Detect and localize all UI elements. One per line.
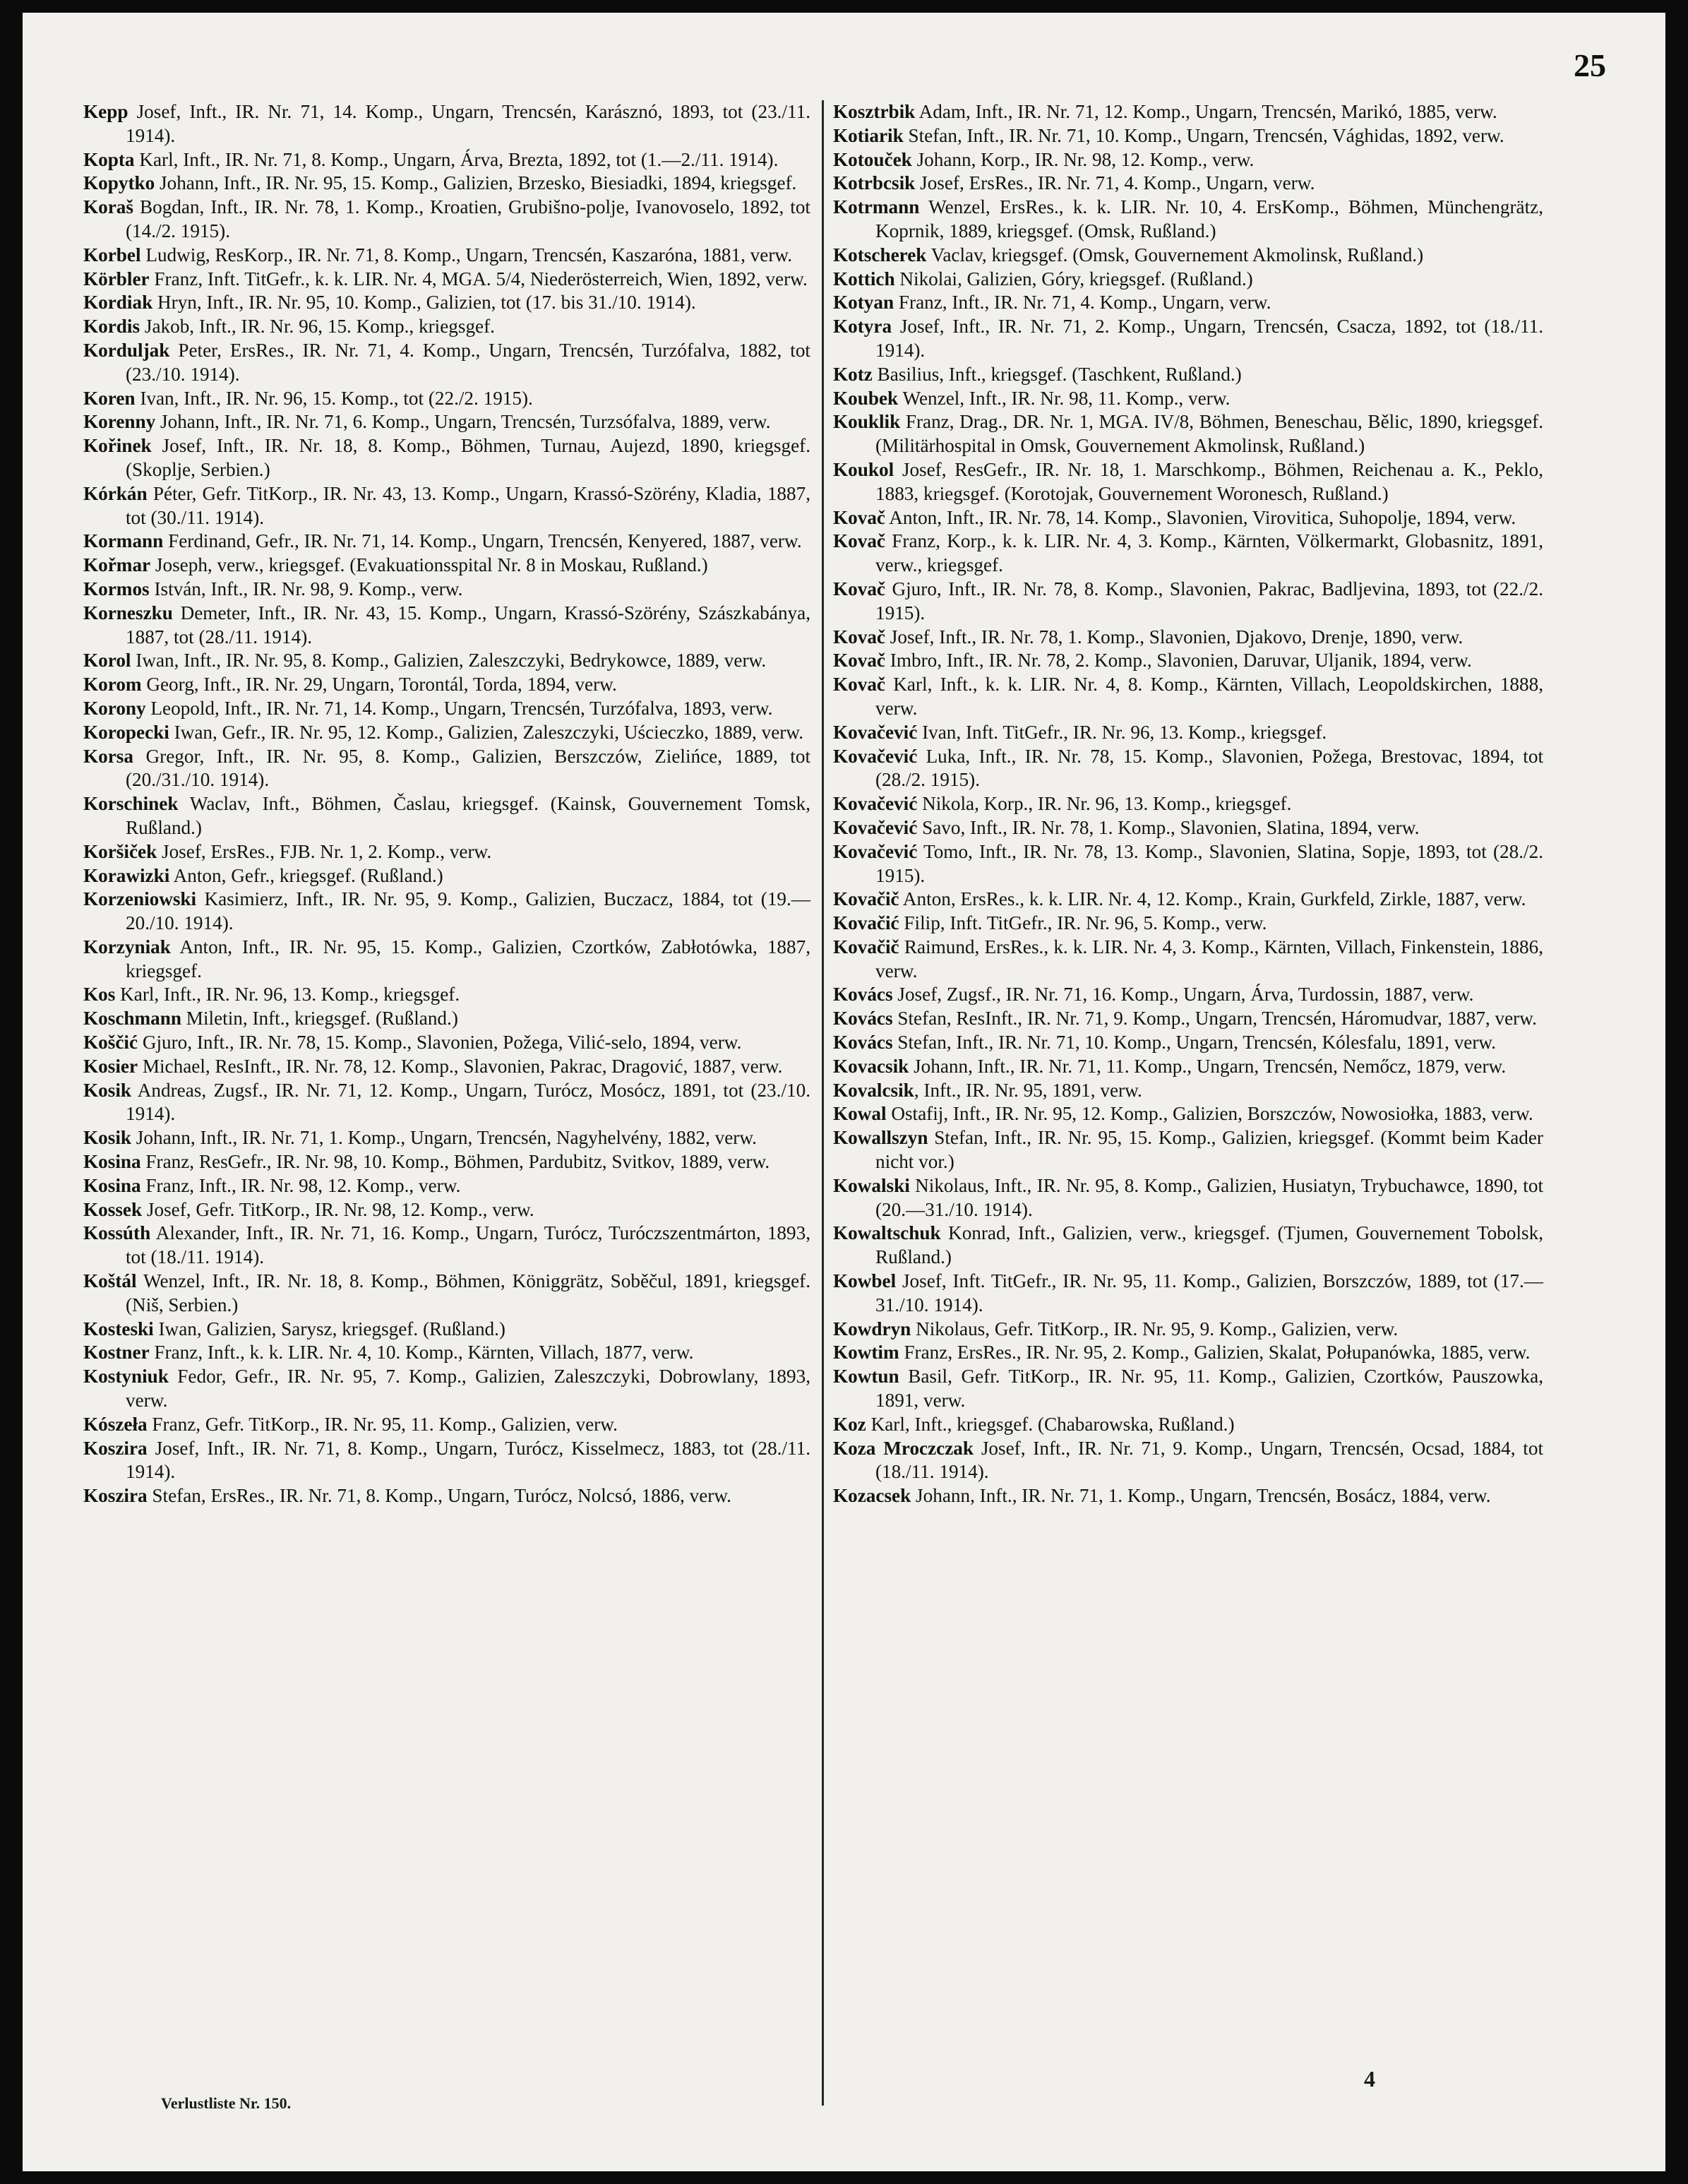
entry-details: Karl, Inft., kriegsgef. (Chabarowska, Rußland.) <box>866 1413 1235 1435</box>
casualty-entry <box>83 1318 810 1342</box>
left-column <box>83 100 810 1508</box>
casualty-entry <box>83 315 810 339</box>
entry-details: Vaclav, kriegsgef. (Omsk, Gouvernement Akmolinsk, Rußland.) <box>926 244 1424 265</box>
entry-details: Fedor, Gefr., IR. Nr. 95, 7. Komp., Galizien, Zaleszczyki, Dobrowlany, 1893, verw. <box>126 1366 810 1412</box>
entry-details: Josef, Gefr. TitKorp., IR. Nr. 98, 12. Komp., verw. <box>142 1198 534 1220</box>
entry-details: Joseph, verw., kriegsgef. (Evakuationsspital Nr. 8 in Moskau, Rußland.) <box>150 554 708 576</box>
entry-details: Ludwig, ResKorp., IR. Nr. 71, 8. Komp., Ungarn, Trencsén, Kaszaróna, 1881, verw. <box>140 244 793 265</box>
entry-surname: Kowdryn <box>833 1318 911 1339</box>
entry-surname: Kowtun <box>833 1366 899 1388</box>
casualty-entry <box>833 196 1543 244</box>
casualty-entry <box>83 1365 810 1413</box>
casualty-entry <box>83 1174 810 1198</box>
entry-surname: Kouklik <box>833 411 901 433</box>
entry-surname: Kovács <box>833 1008 893 1030</box>
entry-surname: Kowallszyn <box>833 1127 928 1149</box>
entry-surname: Koszira <box>83 1437 148 1459</box>
entry-surname: Kosteski <box>83 1318 154 1339</box>
entry-surname: Kovačić <box>833 912 899 934</box>
entry-surname: Kottich <box>833 268 895 290</box>
casualty-entry <box>83 1413 810 1437</box>
entry-details: Miletin, Inft., kriegsgef. (Rußland.) <box>181 1008 458 1030</box>
casualty-entry <box>83 148 810 172</box>
column-divider <box>822 100 824 2106</box>
entry-details: Johann, Inft., IR. Nr. 71, 1. Komp., Ungarn, Trencsén, Nagyhelvény, 1882, verw. <box>131 1127 757 1149</box>
entry-surname: Kotrmann <box>833 196 920 218</box>
entry-details: Nikola, Korp., IR. Nr. 96, 13. Komp., kriegsgef. <box>917 793 1292 815</box>
casualty-entry <box>83 888 810 936</box>
entry-details: Alexander, Inft., IR. Nr. 71, 16. Komp., Ungarn, Turócz, Turóczszentmárton, 1893, tot (18./11. 1914). <box>126 1222 810 1268</box>
entry-details: Josef, Inft., IR. Nr. 71, 14. Komp., Ungarn, Trencsén, Karásznó, 1893, tot (23./11. 1914). <box>126 101 810 146</box>
entry-details: Waclav, Inft., Böhmen, Časlau, kriegsgef. (Kainsk, Gouvernement Tomsk, Rußland.) <box>126 793 810 838</box>
entry-surname: Kozacsek <box>833 1485 911 1507</box>
casualty-entry <box>833 1055 1543 1079</box>
entry-surname: Koren <box>83 387 136 409</box>
casualty-entry <box>83 291 810 315</box>
entry-surname: Kepp <box>83 101 128 122</box>
entry-surname: Korom <box>83 674 142 696</box>
entry-details: Anton, ErsRes., k. k. LIR. Nr. 4, 12. Komp., Krain, Gurkfeld, Zirkle, 1887, verw. <box>899 888 1526 910</box>
entry-surname: Kórkán <box>83 482 148 504</box>
casualty-entry <box>833 291 1543 315</box>
entry-details: Josef, ResGefr., IR. Nr. 18, 1. Marschkomp., Böhmen, Reichenau a. K., Peklo, 1883, kriegsgef. (Korotojak, Gouvernement Woronesch, Rußland.) <box>875 458 1543 504</box>
entry-surname: Korenny <box>83 411 156 433</box>
entry-details: , Inft., IR. Nr. 95, 1891, verw. <box>914 1079 1142 1101</box>
entry-surname: Kovač <box>833 530 885 552</box>
entry-surname: Kovačič <box>833 888 899 910</box>
entry-details: Josef, Zugsf., IR. Nr. 71, 16. Komp., Ungarn, Árva, Turdossin, 1887, verw. <box>892 984 1474 1006</box>
casualty-entry <box>833 1413 1543 1437</box>
casualty-entry <box>83 554 810 578</box>
casualty-entry <box>833 1174 1543 1222</box>
casualty-entry <box>83 410 810 434</box>
entry-details: Raimund, ErsRes., k. k. LIR. Nr. 4, 3. Komp., Kärnten, Villach, Finkenstein, 1886, verw. <box>875 936 1543 981</box>
entry-details: Ferdinand, Gefr., IR. Nr. 71, 14. Komp., Ungarn, Trencsén, Kenyered, 1887, verw. <box>163 530 802 552</box>
casualty-entry <box>83 649 810 673</box>
entry-surname: Kopta <box>83 148 135 170</box>
casualty-entry <box>83 792 810 840</box>
entry-details: Josef, Inft., IR. Nr. 71, 8. Komp., Ungarn, Turócz, Kisselmecz, 1883, tot (28./11. 1914). <box>126 1437 810 1483</box>
entry-surname: Kopytko <box>83 172 155 194</box>
entry-details: Karl, Inft., IR. Nr. 96, 13. Komp., kriegsgef. <box>115 984 460 1006</box>
entry-details: Josef, Inft. TitGefr., IR. Nr. 95, 11. Komp., Galizien, Borszczów, 1889, tot (17.—31./10. 1914). <box>875 1270 1543 1315</box>
entry-surname: Koubek <box>833 387 899 409</box>
entry-details: Johann, Inft., IR. Nr. 71, 6. Komp., Ungarn, Trencsén, Turzsófalva, 1889, verw. <box>155 411 771 433</box>
entry-details: Peter, ErsRes., IR. Nr. 71, 4. Komp., Ungarn, Trencsén, Turzófalva, 1882, tot (23./10. 1914). <box>126 339 810 385</box>
casualty-entry <box>83 864 810 888</box>
entry-surname: Korsa <box>83 745 133 767</box>
entry-details: Andreas, Zugsf., IR. Nr. 71, 12. Komp., Ungarn, Turócz, Mosócz, 1891, tot (23./10. 1914). <box>126 1079 810 1125</box>
entry-details: Savo, Inft., IR. Nr. 78, 1. Komp., Slavonien, Slatina, 1894, verw. <box>917 816 1420 838</box>
entry-details: Georg, Inft., IR. Nr. 29, Ungarn, Torontál, Torda, 1894, verw. <box>141 674 617 696</box>
entry-details: Johann, Inft., IR. Nr. 95, 15. Komp., Galizien, Brzesko, Biesiadki, 1894, kriegsgef. <box>155 172 797 194</box>
entry-details: Nikolai, Galizien, Góry, kriegsgef. (Rußland.) <box>894 268 1253 290</box>
casualty-entry <box>83 745 810 793</box>
entry-surname: Kormann <box>83 530 164 552</box>
entry-surname: Korzeniowski <box>83 888 197 910</box>
entry-details: Konrad, Inft., Galizien, verw., kriegsgef. (Tjumen, Gouvernement Tobolsk, Rußland.) <box>875 1222 1543 1268</box>
document-page <box>23 13 1665 2171</box>
entry-details: Anton, Inft., IR. Nr. 95, 15. Komp., Galizien, Czortków, Zabłotówka, 1887, kriegsgef. <box>126 936 810 981</box>
entry-details: Stefan, Inft., IR. Nr. 95, 15. Komp., Galizien, kriegsgef. (Kommt beim Kader nicht vor.) <box>875 1127 1543 1173</box>
casualty-entry <box>833 124 1543 148</box>
entry-surname: Kotrbcsik <box>833 172 916 194</box>
casualty-entry <box>83 268 810 292</box>
entry-surname: Kostyniuk <box>83 1366 169 1388</box>
entry-surname: Kormos <box>83 578 150 599</box>
entry-surname: Korneszku <box>83 602 173 623</box>
entry-surname: Kordis <box>83 316 140 338</box>
casualty-entry <box>833 745 1543 793</box>
entry-details: Basilius, Inft., kriegsgef. (Taschkent, Rußland.) <box>872 363 1242 385</box>
entry-surname: Kotyan <box>833 292 894 314</box>
entry-surname: Korzyniak <box>83 936 171 957</box>
entry-details: Stefan, ErsRes., IR. Nr. 71, 8. Komp., Ungarn, Turócz, Nolcsó, 1886, verw. <box>147 1485 731 1507</box>
entry-surname: Kosina <box>83 1151 141 1173</box>
entry-details: Stefan, ResInft., IR. Nr. 71, 9. Komp., Ungarn, Trencsén, Háromudvar, 1887, verw. <box>892 1008 1537 1030</box>
casualty-entry <box>833 506 1543 530</box>
entry-surname: Kosik <box>83 1127 131 1149</box>
entry-surname: Kostner <box>83 1342 150 1363</box>
entry-details: István, Inft., IR. Nr. 98, 9. Komp., verw. <box>149 578 463 599</box>
casualty-entry <box>83 1079 810 1127</box>
entry-surname: Kovačević <box>833 840 918 862</box>
entry-details: Kasimierz, Inft., IR. Nr. 95, 9. Komp., Galizien, Buczacz, 1884, tot (19.—20./10. 1914). <box>126 888 810 934</box>
footer-list-number: Verlustliste Nr. 150. <box>161 2094 292 2112</box>
casualty-entry <box>83 578 810 602</box>
entry-details: Gregor, Inft., IR. Nr. 95, 8. Komp., Galizien, Berszczów, Zielińce, 1889, tot (20./31./10. 1914). <box>126 745 810 791</box>
casualty-entry <box>83 721 810 745</box>
entry-surname: Koukol <box>833 458 894 480</box>
entry-surname: Kovačević <box>833 745 918 767</box>
casualty-entry <box>83 697 810 721</box>
right-column <box>833 100 1543 1508</box>
entry-surname: Kotscherek <box>833 244 927 265</box>
casualty-entry <box>833 315 1543 363</box>
entry-surname: Koropecki <box>83 721 169 743</box>
entry-details: Wenzel, Inft., IR. Nr. 98, 11. Komp., verw. <box>898 387 1231 409</box>
entry-details: Anton, Inft., IR. Nr. 78, 14. Komp., Slavonien, Virovitica, Suhopolje, 1894, verw. <box>885 506 1516 528</box>
casualty-entry <box>833 1031 1543 1055</box>
entry-surname: Kořmar <box>83 554 151 576</box>
entry-details: Anton, Gefr., kriegsgef. (Rußland.) <box>169 864 443 886</box>
entry-surname: Kordiak <box>83 292 153 314</box>
entry-surname: Kowaltschuk <box>833 1222 941 1244</box>
casualty-entry <box>83 1222 810 1270</box>
casualty-entry <box>833 816 1543 840</box>
casualty-entry <box>833 1007 1543 1031</box>
casualty-entry <box>833 578 1543 626</box>
casualty-entry <box>833 1079 1543 1103</box>
casualty-entry <box>83 1484 810 1508</box>
entry-details: Nikolaus, Inft., IR. Nr. 95, 8. Komp., Galizien, Husiatyn, Trybuchawce, 1890, tot (20.—31./10. 1914). <box>875 1174 1543 1220</box>
entry-surname: Kovács <box>833 1032 893 1054</box>
casualty-entry <box>833 410 1543 458</box>
entry-details: Bogdan, Inft., IR. Nr. 78, 1. Komp., Kroatien, Grubišno-polje, Ivanovoselo, 1892, tot (14./2. 1915). <box>126 196 810 241</box>
entry-details: Karl, Inft., IR. Nr. 71, 8. Komp., Ungarn, Árva, Brezta, 1892, tot (1.—2./11. 1914). <box>134 148 779 170</box>
casualty-entry <box>83 244 810 268</box>
entry-surname: Koršiček <box>83 840 157 862</box>
entry-details: Basil, Gefr. TitKorp., IR. Nr. 95, 11. Komp., Galizien, Czortków, Pauszowka, 1891, verw. <box>875 1366 1543 1412</box>
entry-details: Gjuro, Inft., IR. Nr. 78, 8. Komp., Slavonien, Pakrac, Badljevina, 1893, tot (22./2. 1915). <box>875 578 1543 623</box>
casualty-entry <box>83 936 810 984</box>
casualty-entry <box>833 148 1543 172</box>
signature-mark: 4 <box>1364 2066 1375 2091</box>
casualty-entry <box>833 172 1543 196</box>
casualty-entry <box>833 1102 1543 1126</box>
entry-surname: Koza Mroczczak <box>833 1437 974 1459</box>
entry-surname: Koščić <box>83 1032 138 1054</box>
casualty-entry <box>833 244 1543 268</box>
entry-details: Franz, Inft. TitGefr., k. k. LIR. Nr. 4, MGA. 5/4, Niederösterreich, Wien, 1892, verw. <box>149 268 808 290</box>
casualty-entry <box>83 1007 810 1031</box>
entry-surname: Körbler <box>83 268 150 290</box>
casualty-entry <box>833 530 1543 578</box>
entry-surname: Kovač <box>833 506 885 528</box>
entry-details: Jakob, Inft., IR. Nr. 96, 15. Komp., kriegsgef. <box>140 316 495 338</box>
casualty-entry <box>833 1341 1543 1365</box>
casualty-entry <box>83 1126 810 1150</box>
entry-surname: Korawizki <box>83 864 170 886</box>
entry-surname: Kovač <box>833 578 885 599</box>
casualty-entry <box>833 387 1543 411</box>
entry-details: Luka, Inft., IR. Nr. 78, 15. Komp., Slavonien, Požega, Brestovac, 1894, tot (28./2. 1915). <box>875 745 1543 791</box>
casualty-entry <box>83 196 810 244</box>
entry-details: Franz, Korp., k. k. LIR. Nr. 4, 3. Komp., Kärnten, Völkermarkt, Globasnitz, 1891, verw., kriegsgef. <box>875 530 1543 576</box>
casualty-entry <box>83 983 810 1007</box>
entry-surname: Kosier <box>83 1055 138 1077</box>
casualty-entry <box>833 458 1543 506</box>
entry-details: Tomo, Inft., IR. Nr. 78, 13. Komp., Slavonien, Slatina, Sopje, 1893, tot (28./2. 1915). <box>875 840 1543 886</box>
casualty-entry <box>83 1150 810 1174</box>
casualty-entry <box>833 983 1543 1007</box>
casualty-entry <box>83 387 810 411</box>
casualty-entry <box>833 626 1543 650</box>
entry-details: Karl, Inft., k. k. LIR. Nr. 4, 8. Komp., Kärnten, Villach, Leopoldskirchen, 1888, verw. <box>875 674 1543 719</box>
entry-surname: Kovač <box>833 674 885 696</box>
entry-details: Demeter, Inft., IR. Nr. 43, 15. Komp., Ungarn, Krassó-Szörény, Szászkabánya, 1887, tot (28./11. 1914). <box>126 602 810 648</box>
casualty-entry <box>833 100 1543 124</box>
entry-details: Johann, Inft., IR. Nr. 71, 11. Komp., Ungarn, Trencsén, Nemőcz, 1879, verw. <box>909 1055 1507 1077</box>
entry-surname: Koštál <box>83 1270 137 1292</box>
entry-surname: Kovacsik <box>833 1055 909 1077</box>
casualty-entry <box>83 602 810 650</box>
entry-details: Josef, Inft., IR. Nr. 18, 8. Komp., Böhmen, Turnau, Aujezd, 1890, kriegsgef. (Skoplje, Serbien.) <box>126 435 810 480</box>
casualty-entry <box>833 363 1543 387</box>
entry-details: Franz, Drag., DR. Nr. 1, MGA. IV/8, Böhmen, Beneschau, Bělic, 1890, kriegsgef. (Militärhospital in Omsk, Gouvernement Akmolinsk, Rußland.) <box>875 411 1543 457</box>
casualty-entry <box>833 1484 1543 1508</box>
entry-details: Iwan, Gefr., IR. Nr. 95, 12. Komp., Galizien, Zaleszczyki, Uścieczko, 1889, verw. <box>169 721 804 743</box>
casualty-entry <box>833 1365 1543 1413</box>
entry-details: Gjuro, Inft., IR. Nr. 78, 15. Komp., Slavonien, Požega, Vilić-selo, 1894, verw. <box>138 1032 742 1054</box>
entry-details: Josef, Inft., IR. Nr. 78, 1. Komp., Slavonien, Djakovo, Drenje, 1890, verw. <box>885 626 1463 648</box>
entry-surname: Korschinek <box>83 793 179 815</box>
entry-details: Stefan, Inft., IR. Nr. 71, 10. Komp., Ungarn, Trencsén, Kólesfalu, 1891, verw. <box>892 1032 1497 1054</box>
entry-details: Péter, Gefr. TitKorp., IR. Nr. 43, 13. Komp., Ungarn, Krassó-Szörény, Kladia, 1887, tot (30./11. 1914). <box>126 482 810 528</box>
entry-details: Michael, ResInft., IR. Nr. 78, 12. Komp., Slavonien, Pakrac, Dragović, 1887, verw. <box>138 1055 783 1077</box>
entry-details: Wenzel, Inft., IR. Nr. 18, 8. Komp., Böhmen, Königgrätz, Soběčul, 1891, kriegsgef. (Niš, Serbien.) <box>126 1270 810 1315</box>
entry-surname: Korony <box>83 697 146 719</box>
casualty-entry <box>83 1341 810 1365</box>
entry-surname: Kos <box>83 984 116 1006</box>
entry-surname: Kotiarik <box>833 124 904 146</box>
casualty-entry <box>83 673 810 697</box>
entry-surname: Koraš <box>83 196 133 218</box>
casualty-entry <box>83 1055 810 1079</box>
casualty-entry <box>833 888 1543 912</box>
entry-details: Franz, Inft., k. k. LIR. Nr. 4, 10. Komp., Kärnten, Villach, 1877, verw. <box>149 1342 694 1363</box>
casualty-entry <box>833 840 1543 888</box>
entry-surname: Kossúth <box>83 1222 151 1244</box>
entry-details: Franz, Inft., IR. Nr. 71, 4. Komp., Ungarn, verw. <box>894 292 1271 314</box>
entry-surname: Kószeła <box>83 1413 148 1435</box>
entry-details: Filip, Inft. TitGefr., IR. Nr. 96, 5. Komp., verw. <box>899 912 1267 934</box>
entry-details: Adam, Inft., IR. Nr. 71, 12. Komp., Ungarn, Trencsén, Marikó, 1885, verw. <box>915 101 1497 122</box>
casualty-entry <box>833 649 1543 673</box>
casualty-entry <box>833 1222 1543 1270</box>
casualty-entry <box>83 100 810 148</box>
entry-details: Josef, Inft., IR. Nr. 71, 2. Komp., Ungarn, Trencsén, Csacza, 1892, tot (18./11. 1914). <box>875 316 1543 361</box>
casualty-entry <box>83 1031 810 1055</box>
entry-surname: Kovač <box>833 650 885 672</box>
entry-details: Josef, ErsRes., FJB. Nr. 1, 2. Komp., verw. <box>157 840 492 862</box>
entry-details: Imbro, Inft., IR. Nr. 78, 2. Komp., Slavonien, Daruvar, Uljanik, 1894, verw. <box>885 650 1472 672</box>
casualty-entry <box>83 339 810 387</box>
entry-details: Johann, Korp., IR. Nr. 98, 12. Komp., verw. <box>911 148 1255 170</box>
entry-surname: Kosik <box>83 1079 131 1101</box>
entry-surname: Kovalcsik <box>833 1079 914 1101</box>
casualty-entry <box>833 1437 1543 1485</box>
entry-surname: Koszira <box>83 1485 148 1507</box>
entry-details: Iwan, Galizien, Sarysz, kriegsgef. (Rußland.) <box>153 1318 505 1339</box>
entry-surname: Kotouček <box>833 148 912 170</box>
entry-details: Ivan, Inft., IR. Nr. 96, 15. Komp., tot (22./2. 1915). <box>135 387 533 409</box>
entry-surname: Kovačević <box>833 793 918 815</box>
entry-surname: Kowtim <box>833 1342 899 1363</box>
casualty-entry <box>83 530 810 554</box>
casualty-entry <box>833 792 1543 816</box>
entry-details: Franz, ErsRes., IR. Nr. 95, 2. Komp., Galizien, Skalat, Połupanówka, 1885, verw. <box>899 1342 1531 1363</box>
entry-surname: Kovács <box>833 984 893 1006</box>
page-number: 25 <box>1574 47 1606 83</box>
entry-surname: Korbel <box>83 244 141 265</box>
entry-details: Josef, ErsRes., IR. Nr. 71, 4. Komp., Ungarn, verw. <box>915 172 1315 194</box>
entry-details: Johann, Inft., IR. Nr. 71, 1. Komp., Ungarn, Trencsén, Bosácz, 1884, verw. <box>911 1485 1491 1507</box>
casualty-entry <box>833 1270 1543 1318</box>
entry-details: Franz, Gefr. TitKorp., IR. Nr. 95, 11. Komp., Galizien, verw. <box>147 1413 618 1435</box>
entry-surname: Kotyra <box>833 316 892 338</box>
entry-surname: Kosina <box>83 1174 141 1196</box>
entry-surname: Kowalski <box>833 1174 910 1196</box>
entry-details: Hryn, Inft., IR. Nr. 95, 10. Komp., Galizien, tot (17. bis 31./10. 1914). <box>152 292 696 314</box>
casualty-entry <box>833 1318 1543 1342</box>
casualty-entry <box>83 434 810 482</box>
entry-details: Ivan, Inft. TitGefr., IR. Nr. 96, 13. Komp., kriegsgef. <box>917 721 1327 743</box>
casualty-entry <box>83 840 810 864</box>
entry-surname: Kovačević <box>833 721 918 743</box>
casualty-entry <box>83 1270 810 1318</box>
casualty-entry <box>83 1437 810 1485</box>
entry-details: Leopold, Inft., IR. Nr. 71, 14. Komp., Ungarn, Trencsén, Turzófalva, 1893, verw. <box>145 697 773 719</box>
entry-details: Nikolaus, Gefr. TitKorp., IR. Nr. 95, 9. Komp., Galizien, verw. <box>911 1318 1399 1339</box>
casualty-entry <box>83 482 810 530</box>
casualty-entry <box>833 268 1543 292</box>
entry-surname: Kosztrbik <box>833 101 916 122</box>
entry-details: Franz, Inft., IR. Nr. 98, 12. Komp., verw. <box>140 1174 461 1196</box>
casualty-entry <box>833 721 1543 745</box>
entry-surname: Kotz <box>833 363 873 385</box>
casualty-entry <box>833 912 1543 936</box>
entry-details: Franz, ResGefr., IR. Nr. 98, 10. Komp., Böhmen, Pardubitz, Svitkov, 1889, verw. <box>140 1151 770 1173</box>
entry-details: Ostafij, Inft., IR. Nr. 95, 12. Komp., Galizien, Borszczów, Nowosiołka, 1883, verw. <box>886 1103 1533 1125</box>
entry-surname: Kovačič <box>833 936 899 957</box>
entry-surname: Koschmann <box>83 1008 181 1030</box>
casualty-entry <box>833 1126 1543 1174</box>
casualty-entry <box>83 172 810 196</box>
entry-surname: Kowal <box>833 1103 887 1125</box>
entry-surname: Kořinek <box>83 435 152 457</box>
entry-surname: Kossek <box>83 1198 143 1220</box>
entry-surname: Koz <box>833 1413 866 1435</box>
casualty-entry <box>83 1198 810 1222</box>
entry-details: Josef, Inft., IR. Nr. 71, 9. Komp., Ungarn, Trencsén, Ocsad, 1884, tot (18./11. 1914). <box>875 1437 1544 1483</box>
entry-details: Stefan, Inft., IR. Nr. 71, 10. Komp., Ungarn, Trencsén, Vághidas, 1892, verw. <box>903 124 1504 146</box>
casualty-entry <box>833 673 1543 721</box>
entry-surname: Kovačević <box>833 816 918 838</box>
entry-surname: Korol <box>83 650 131 672</box>
casualty-entry <box>833 936 1543 984</box>
entry-surname: Korduljak <box>83 339 170 361</box>
entry-details: Iwan, Inft., IR. Nr. 95, 8. Komp., Galizien, Zaleszczyki, Bedrykowce, 1889, verw. <box>131 650 767 672</box>
entry-surname: Kowbel <box>833 1270 897 1292</box>
entry-surname: Kovač <box>833 626 885 648</box>
entry-details: Wenzel, ErsRes., k. k. LIR. Nr. 10, 4. ErsKomp., Böhmen, Münchengrätz, Koprnik, 1889, kriegsgef. (Omsk, Rußland.) <box>875 196 1543 241</box>
